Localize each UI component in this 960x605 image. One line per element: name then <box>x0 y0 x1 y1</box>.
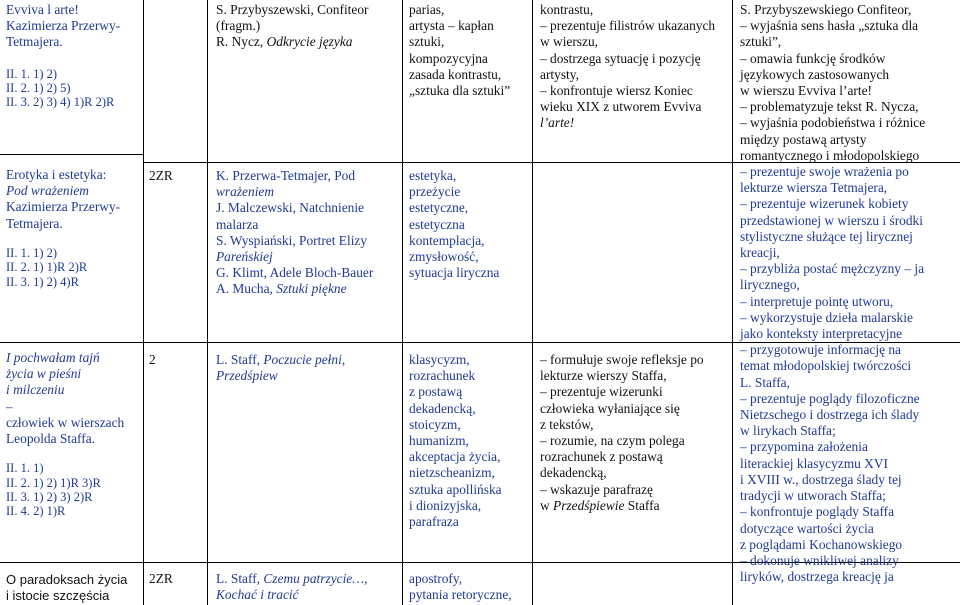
extended-requirement-line: – prezentuje poglądy filozoficzne <box>740 390 920 406</box>
extended-requirement-line: liryków, dostrzega kreację ja <box>740 569 894 585</box>
text-entry: (fragm.) <box>216 18 261 34</box>
term: przeżycie <box>409 184 461 200</box>
requirement-line: w wierszu, <box>540 34 599 50</box>
extended-requirement-line: językowych zastosowanych <box>740 66 890 82</box>
term: artysta – kapłan <box>409 18 494 34</box>
column-divider <box>402 0 403 605</box>
term: parafraza <box>409 514 459 530</box>
requirement-line: – prezentuje wizerunki <box>540 384 663 400</box>
requirement-ref: II. 3. 2) 3) 4) 1)R 2)R <box>6 95 115 110</box>
requirement-line: rozrachunek z postawą <box>540 449 663 465</box>
term: dekadencką, <box>409 400 476 416</box>
topic-title: życia w pieśni <box>6 366 82 382</box>
requirement-line: człowieka wyłaniające się <box>540 400 680 416</box>
terms-row-1 <box>409 2 531 99</box>
topic-title: i milczeniu <box>6 382 65 398</box>
text-author: A. Mucha, <box>216 281 277 297</box>
term: zasada kontrastu, <box>409 66 502 82</box>
requirement-line: – konfrontuje wiersz Koniec <box>540 83 693 99</box>
requirement-ref: II. 4. 2) 1)R <box>6 504 66 519</box>
term: estetyczne, <box>409 200 469 216</box>
requirement-line: w <box>540 497 554 513</box>
column-divider <box>143 0 144 605</box>
extended-requirement-line: – przybliża postać mężczyzny – ja <box>740 261 925 277</box>
topic-line: O paradoksach życia <box>6 572 128 587</box>
term: zmysłowość, <box>409 249 479 265</box>
requirement-line: l’arte! <box>540 115 575 131</box>
text-title: Odkrycie języka <box>266 34 353 50</box>
requirements-basic-row-3 <box>540 352 730 514</box>
row-divider <box>0 154 143 155</box>
term: i dionizyjska, <box>409 497 482 513</box>
requirement-ref: II. 2. 1) 2) 1)R 3)R <box>6 475 101 490</box>
requirement-ref: II. 3. 1) 2) 3) 2)R <box>6 490 93 505</box>
term: parias, <box>409 2 445 17</box>
extended-requirement-line: temat młodopolskiej twórczości <box>740 358 912 374</box>
hours-row-4: 2ZR <box>149 571 173 586</box>
text-title: Przedśpiew <box>216 368 278 384</box>
topic-title: I pochwałam tajń <box>6 350 100 365</box>
topic-title: Pod wrażeniem <box>6 183 89 199</box>
extended-requirement-line: tradycji w utworach Staffa; <box>740 488 886 504</box>
column-divider <box>207 0 208 605</box>
text-title: Pareńskiej <box>216 249 273 265</box>
topic-line: Kazimierza Przerwy- <box>6 199 121 215</box>
texts-row-2 <box>216 168 400 298</box>
topic-line: człowiek w wierszach <box>6 414 125 430</box>
text-title: wrażeniem <box>216 184 275 200</box>
term: apostrofy, <box>409 571 463 586</box>
requirement-ref: II. 1. 1) 2) <box>6 66 58 81</box>
requirement-line: dekadencką, <box>540 465 607 481</box>
term: akceptacja życia, <box>409 449 501 465</box>
texts-row-3 <box>216 352 400 384</box>
extended-requirement-line: literackiej klasycyzmu XVI <box>740 455 888 471</box>
term: pytania retoryczne, <box>409 587 512 603</box>
topic-line: Evviva l arte! <box>6 2 79 17</box>
text-entry: J. Malczewski, Natchnienie <box>216 200 364 216</box>
extended-requirement-line: sztuki”, <box>740 34 782 50</box>
terms-row-3 <box>409 352 531 530</box>
requirement-line: lekturze wierszy Staffa, <box>540 368 667 384</box>
requirement-line: Staffa <box>624 497 660 513</box>
requirement-line: – dostrzega sytuację i pozycję <box>540 50 701 66</box>
requirement-line: – formułuje swoje refleksje po <box>540 352 704 367</box>
requirement-line: artysty, <box>540 66 579 82</box>
extended-requirement-line: i XVIII w., dostrzega ślady tej <box>740 471 902 487</box>
term: kontemplacja, <box>409 232 485 248</box>
term: sytuacja liryczna <box>409 265 500 281</box>
requirement-line: kontrastu, <box>540 2 594 17</box>
extended-requirement-line: romantycznego i młodopolskiego <box>740 147 920 163</box>
extended-requirement-line: przedstawionej w wierszu i środki <box>740 212 923 228</box>
topic-dash: – <box>6 398 13 414</box>
text-entry: malarza <box>216 216 259 232</box>
requirement-line: – rozumie, na czym polega <box>540 433 685 449</box>
extended-requirement-line: – wyjaśnia sens hasła „sztuka dla <box>740 18 919 34</box>
extended-requirement-line: – przypomina założenia <box>740 439 868 455</box>
term: kompozycyjna <box>409 50 488 66</box>
extended-requirement-line: S. Przybyszewskiego Confiteor, <box>740 2 912 17</box>
extended-requirement-line: dotyczące wartości życia <box>740 520 874 536</box>
text-title: Poczucie pełni, <box>263 352 346 367</box>
text-entry: S. Przybyszewski, Confiteor <box>216 2 369 17</box>
requirements-basic-row-1 <box>540 2 730 132</box>
extended-requirement-line: z poglądami Kochanowskiego <box>740 536 903 552</box>
term: nietzscheanizm, <box>409 465 495 481</box>
hours-row-3: 2 <box>149 352 156 367</box>
term: estetyka, <box>409 168 457 183</box>
requirements-extended <box>740 2 958 585</box>
extended-requirement-line: jako konteksty interpretacyjne <box>740 326 903 342</box>
requirement-ref: II. 1. 1) 2) <box>6 245 58 260</box>
text-author: R. Nycz, <box>216 34 267 50</box>
extended-requirement-line: – wyjaśnia podobieństwa i różnice <box>740 115 926 131</box>
extended-requirement-line: – przygotowuje informację na <box>740 342 902 358</box>
requirement-ref: II. 1. 1) <box>6 461 44 476</box>
topic-line: Tetmajera. <box>6 215 63 231</box>
term: klasycyzm, <box>409 352 470 367</box>
requirement-line: – prezentuje filistrów ukazanych <box>540 18 716 34</box>
terms-row-4 <box>409 571 531 603</box>
requirement-line: – wskazuje parafrazę <box>540 481 654 497</box>
extended-requirement-line: – prezentuje wizerunek kobiety <box>740 196 909 212</box>
column-divider <box>732 0 733 605</box>
text-title: Sztuki piękne <box>276 281 347 297</box>
extended-requirement-line: – interpretuje pointę utworu, <box>740 293 894 309</box>
topic-line: i istocie szczęścia <box>6 588 110 603</box>
topic-pochwalam-tajn-zycia <box>6 350 141 519</box>
text-entry: G. Klimt, Adele Bloch-Bauer <box>216 265 374 281</box>
text-author: L. Staff, <box>216 571 264 586</box>
requirement-ref: II. 2. 1) 1)R 2)R <box>6 260 88 275</box>
topic-evviva-larte <box>6 2 141 110</box>
topic-o-paradoksach-zycia <box>6 572 141 604</box>
requirement-line: z tekstów, <box>540 416 594 432</box>
extended-requirement-line: lirycznego, <box>740 277 800 293</box>
topic-line: Kazimierza Przerwy- <box>6 18 121 34</box>
term: „sztuka dla sztuki” <box>409 83 511 99</box>
requirement-line: wieku XIX z utworem Evviva <box>540 99 702 115</box>
terms-row-2 <box>409 168 531 281</box>
text-entry: K. Przerwa-Tetmajer, Pod <box>216 168 356 183</box>
text-author: L. Staff, <box>216 352 264 367</box>
extended-requirement-line: Nietzschego i dostrzega ich ślady <box>740 407 920 423</box>
term: estetyczna <box>409 216 465 232</box>
extended-requirement-line: – omawia funkcję środków <box>740 50 886 66</box>
column-divider <box>532 0 533 605</box>
extended-requirement-line: lekturze wiersza Tetmajera, <box>740 180 888 196</box>
topic-line: Tetmajera. <box>6 34 63 50</box>
term: z postawą <box>409 384 463 400</box>
hours-row-2: 2ZR <box>149 168 173 183</box>
requirement-ref: II. 3. 1) 2) 4)R <box>6 274 79 289</box>
term: humanizm, <box>409 433 469 449</box>
extended-requirement-line: w wierszu Evviva l’arte! <box>740 83 872 99</box>
topic-erotyka-i-estetyka <box>6 167 141 289</box>
extended-requirement-line: kreacji, <box>740 245 780 261</box>
text-entry: S. Wyspiański, Portret Elizy <box>216 232 368 248</box>
extended-requirement-line: w lirykach Staffa; <box>740 423 836 439</box>
texts-row-1 <box>216 2 400 51</box>
term: sztuki, <box>409 34 445 50</box>
extended-requirement-line: – dokonuje wnikliwej analizy <box>740 552 899 568</box>
topic-line: Erotyka i estetyka: <box>6 167 107 182</box>
term: rozrachunek <box>409 368 476 384</box>
text-title: Kochać i tracić <box>216 587 299 603</box>
text-title: Czemu patrzycie…, <box>263 571 368 586</box>
extended-requirement-line: – wykorzystuje dzieła malarskie <box>740 309 913 325</box>
topic-line: Leopolda Staffa. <box>6 431 95 447</box>
term: stoicyzm, <box>409 416 461 432</box>
requirement-ref: II. 2. 1) 2) 5) <box>6 81 71 96</box>
extended-requirement-line: – problematyzuje tekst R. Nycza, <box>740 99 919 115</box>
requirement-title: Przedśpiewie <box>553 497 625 513</box>
extended-requirement-line: L. Staffa, <box>740 374 790 390</box>
term: sztuka apollińska <box>409 481 502 497</box>
extended-requirement-line: – konfrontuje poglądy Staffa <box>740 504 895 520</box>
texts-row-4 <box>216 571 400 603</box>
extended-requirement-line: stylistyczne służące tej lirycznej <box>740 228 913 244</box>
extended-requirement-line: między postawą artysty <box>740 131 867 147</box>
extended-requirement-line: – prezentuje swoje wrażenia po <box>740 164 909 180</box>
